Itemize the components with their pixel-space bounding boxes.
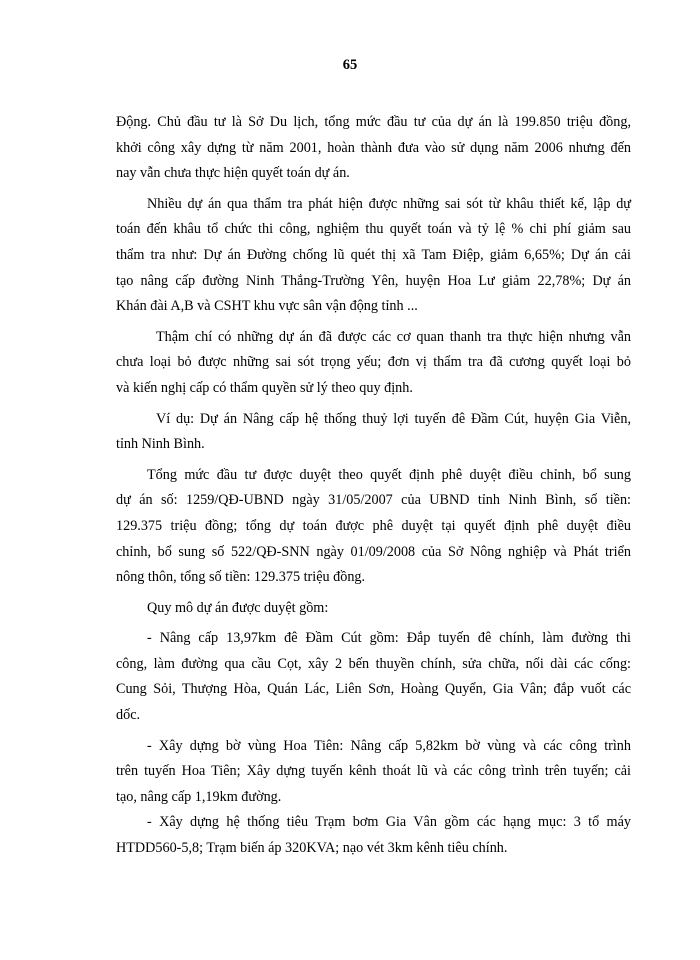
text-line: tạo nâng cấp đường Ninh Thắng-Trường Yên, huyện Hoa Lư giảm 22,78%; Dự án [116, 272, 631, 289]
text-line: thẩm tra như: Dự án Đường chống lũ quét thị xã Tam Điệp, giảm 6,65%; Dự án cải [116, 246, 631, 263]
text-line: khởi công xây dựng từ năm 2001, hoàn thành đưa vào sử dụng năm 2006 nhưng đến [116, 139, 631, 156]
text-line: Động. Chủ đầu tư là Sở Du lịch, tổng mức đầu tư của dự án là 199.850 triệu đồng, [116, 114, 631, 130]
text-line: dự án số: 1259/QĐ-UBND ngày 31/05/2007 của UBND tỉnh Ninh Bình, số tiền: [116, 492, 631, 509]
list-item [116, 734, 631, 811]
paragraph [116, 110, 631, 187]
paragraph [116, 325, 631, 402]
text-line: nay vẫn chưa thực hiện quyết toán dự án. [116, 165, 350, 182]
text-line: chỉnh, bổ sung số 522/QĐ-SNN ngày 01/09/2008 của Sở Nông nghiệp và Phát triển [116, 543, 631, 560]
text-line: Nhiều dự án qua thẩm tra phát hiện được những sai sót từ khâu thiết kế, lập dự [147, 195, 631, 212]
text-line: nông thôn, tổng số tiền: 129.375 triệu đồng. [116, 569, 366, 586]
paragraph [116, 596, 631, 622]
text-line: Cung Sỏi, Thượng Hòa, Quán Lác, Liên Sơn, Hoàng Quyển, Gia Vân; đắp vuốt các [116, 681, 631, 698]
text-line: Ví dụ: Dự án Nâng cấp hệ thống thuỷ lợi tuyến đê Đầm Cút, huyện Gia Viễn, [156, 410, 631, 427]
paragraph [116, 192, 631, 320]
text-line: dốc. [116, 707, 141, 724]
text-line: và kiến nghị cấp có thẩm quyền sử lý theo quy định. [116, 379, 413, 396]
text-line: Tổng mức đầu tư được duyệt theo quyết định phê duyệt điều chỉnh, bổ sung [147, 466, 631, 483]
text-line: - Xây dựng hệ thống tiêu Trạm bơm Gia Vân gồm các hạng mục: 3 tổ máy [147, 814, 631, 831]
text-line: chưa loại bỏ được những sai sót trọng yếu; đơn vị thẩm tra đã cương quyết loại bỏ [116, 354, 631, 371]
text-line: - Nâng cấp 13,97km đê Đầm Cút gồm: Đắp tuyến đê chính, làm đường thi [147, 630, 631, 647]
text-line: tỉnh Ninh Bình. [116, 436, 205, 453]
text-line: HTDD560-5,8; Trạm biến áp 320KVA; nạo vét 3km kênh tiêu chính. [116, 840, 508, 857]
text-line: toán đến khâu tổ chức thi công, nghiệm thu quyết toán và tỷ lệ % chi phí giảm sau [116, 221, 631, 238]
text-line: Quy mô dự án được duyệt gồm: [147, 599, 329, 616]
paragraph [116, 463, 631, 591]
text-line: Thậm chí có những dự án đã được các cơ quan thanh tra thực hiện nhưng vẫn [156, 328, 631, 345]
text-line: 129.375 triệu đồng; tổng dự toán được phê duyệt tại quyết định phê duyệt điều [116, 517, 631, 534]
paragraph [116, 407, 631, 458]
list-item [116, 810, 631, 861]
text-line: tạo, nâng cấp 1,19km đường. [116, 788, 282, 805]
list-item [116, 626, 631, 728]
document-body [116, 110, 631, 862]
text-line: trên tuyến Hoa Tiên; Xây dựng tuyến kênh thoát lũ và các công trình trên tuyến; cải [116, 763, 631, 780]
page-number: 65 [342, 57, 358, 73]
text-line: - Xây dựng bờ vùng Hoa Tiên: Nâng cấp 5,82km bờ vùng và các công trình [147, 737, 631, 754]
text-line: công, làm đường qua cầu Cọt, xây 2 bến thuyền chính, sửa chữa, nối dài các cống: [116, 655, 631, 672]
text-line: Khán đài A,B và CSHT khu vực sân vận động tỉnh ... [116, 298, 418, 315]
